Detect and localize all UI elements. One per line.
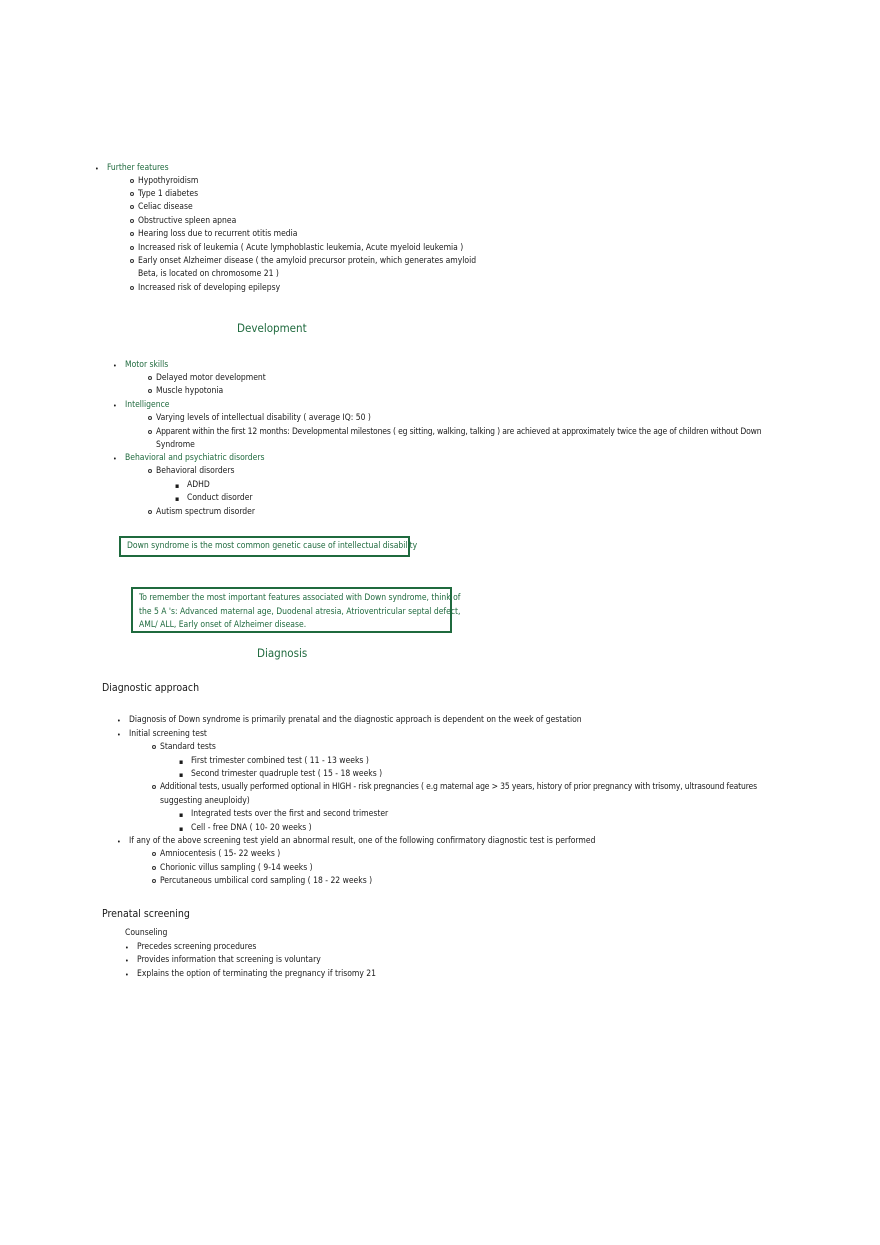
circle-bullet [148,510,152,514]
bullet: • [125,957,129,965]
list-item: Muscle hypotonia [156,386,224,396]
list-item: Integrated tests over the first and second trimester [191,809,389,819]
circle-bullet [130,219,134,223]
list-item: Behavioral disorders [156,466,235,476]
list-item: Celiac disease [138,202,193,212]
circle-bullet [148,430,152,434]
list-item: Chorionic villus sampling ( 9-14 weeks ) [160,863,313,873]
circle-bullet [130,246,134,250]
behavioral-label: Behavioral and psychiatric disorders [125,453,265,463]
circle-bullet [130,192,134,196]
list-item: Delayed motor development [156,373,266,383]
list-item: Type 1 diabetes [138,189,199,199]
diagnostic-approach-title: Diagnostic approach [102,682,200,694]
circle-bullet [130,286,134,290]
square-bullet: ▪ [179,771,184,779]
list-item: Varying levels of intellectual disability ( average IQ: 50 ) [156,413,371,423]
list-item: Diagnosis of Down syndrome is primarily prenatal and the diagnostic approach is dependent on the week of gestation [129,715,582,725]
list-item: Obstructive spleen apnea [138,216,237,226]
circle-bullet [152,745,156,749]
bullet: • [125,944,129,952]
bullet: • [113,402,117,410]
circle-bullet [152,852,156,856]
box-line: AML/ ALL, Early onset of Alzheimer disease. [139,620,307,630]
bullet: • [125,971,129,979]
list-item: Autism spectrum disorder [156,507,256,517]
list-item: Percutaneous umbilical cord sampling ( 18 - 22 weeks ) [160,876,373,886]
further-features-label: Further features [107,163,169,173]
square-bullet: ▪ [179,811,184,819]
list-item: Hypothyroidism [138,176,199,186]
list-item: First trimester combined test ( 11 - 13 weeks ) [191,756,369,766]
list-item: Additional tests, usually performed optional in HIGH - risk pregnancies ( e.g maternal age > 35 years, history of prior pregnancy with trisomy, ultrasound features [160,782,757,792]
list-item: Second trimester quadruple test ( 15 - 18 weeks ) [191,769,383,779]
circle-bullet [130,232,134,236]
prenatal-screening-title: Prenatal screening [102,908,190,920]
circle-bullet [130,259,134,263]
square-bullet: ▪ [175,495,180,503]
circle-bullet [148,389,152,393]
info-box-intellectual-disability: Down syndrome is the most common genetic cause of intellectual disability [119,536,410,557]
intelligence-label: Intelligence [125,400,170,410]
list-item: Early onset Alzheimer disease ( the amyloid precursor protein, which generates amyloid [138,256,477,266]
circle-bullet [152,866,156,870]
list-item: Amniocentesis ( 15- 22 weeks ) [160,849,281,859]
motor-skills-label: Motor skills [125,360,169,370]
info-box-5-as [131,587,461,633]
list-item-continuation: Beta, is located on chromosome 21 ) [138,269,279,279]
bullet: • [117,838,121,846]
circle-bullet [152,785,156,789]
list-item: Hearing loss due to recurrent otitis media [138,229,298,239]
list-item: Increased risk of developing epilepsy [138,283,281,293]
bullet: • [113,362,117,370]
bullet: • [117,717,121,725]
list-item: Provides information that screening is voluntary [137,955,321,965]
bullet: • [95,165,99,173]
bullet: • [113,455,117,463]
bullet: • [117,731,121,739]
development-heading: Development [237,321,307,335]
circle-bullet [148,469,152,473]
list-item: ADHD [187,480,210,490]
list-item: Apparent within the first 12 months: Developmental milestones ( eg sitting, walking, talking ) are achieved at approximately twice the age of children without Down [156,427,762,437]
list-item: Precedes screening procedures [137,942,257,952]
circle-bullet [130,205,134,209]
list-item: Conduct disorder [187,493,253,503]
list-item-continuation: suggesting aneuploidy) [160,796,250,806]
square-bullet: ▪ [179,825,184,833]
list-item: Explains the option of terminating the pregnancy if trisomy 21 [137,969,377,979]
square-bullet: ▪ [179,758,184,766]
list-item: If any of the above screening test yield an abnormal result, one of the following confirmatory diagnostic test is performed [129,836,596,846]
box-line: To remember the most important features associated with Down syndrome, think of [139,593,461,603]
square-bullet: ▪ [175,482,180,490]
diagnosis-heading: Diagnosis [257,646,308,660]
circle-bullet [130,179,134,183]
list-item-continuation: Syndrome [156,440,195,450]
counseling-label: Counseling [125,928,168,938]
circle-bullet [148,416,152,420]
list-item: Standard tests [160,742,216,752]
circle-bullet [152,879,156,883]
list-item: Initial screening test [129,729,207,739]
box-line: the 5 A 's: Advanced maternal age, Duodenal atresia, Atrioventricular septal defect, [139,606,461,617]
list-item: Cell - free DNA ( 10- 20 weeks ) [191,823,312,833]
list-item: Increased risk of leukemia ( Acute lymphoblastic leukemia, Acute myeloid leukemia ) [138,243,464,253]
circle-bullet [148,376,152,380]
